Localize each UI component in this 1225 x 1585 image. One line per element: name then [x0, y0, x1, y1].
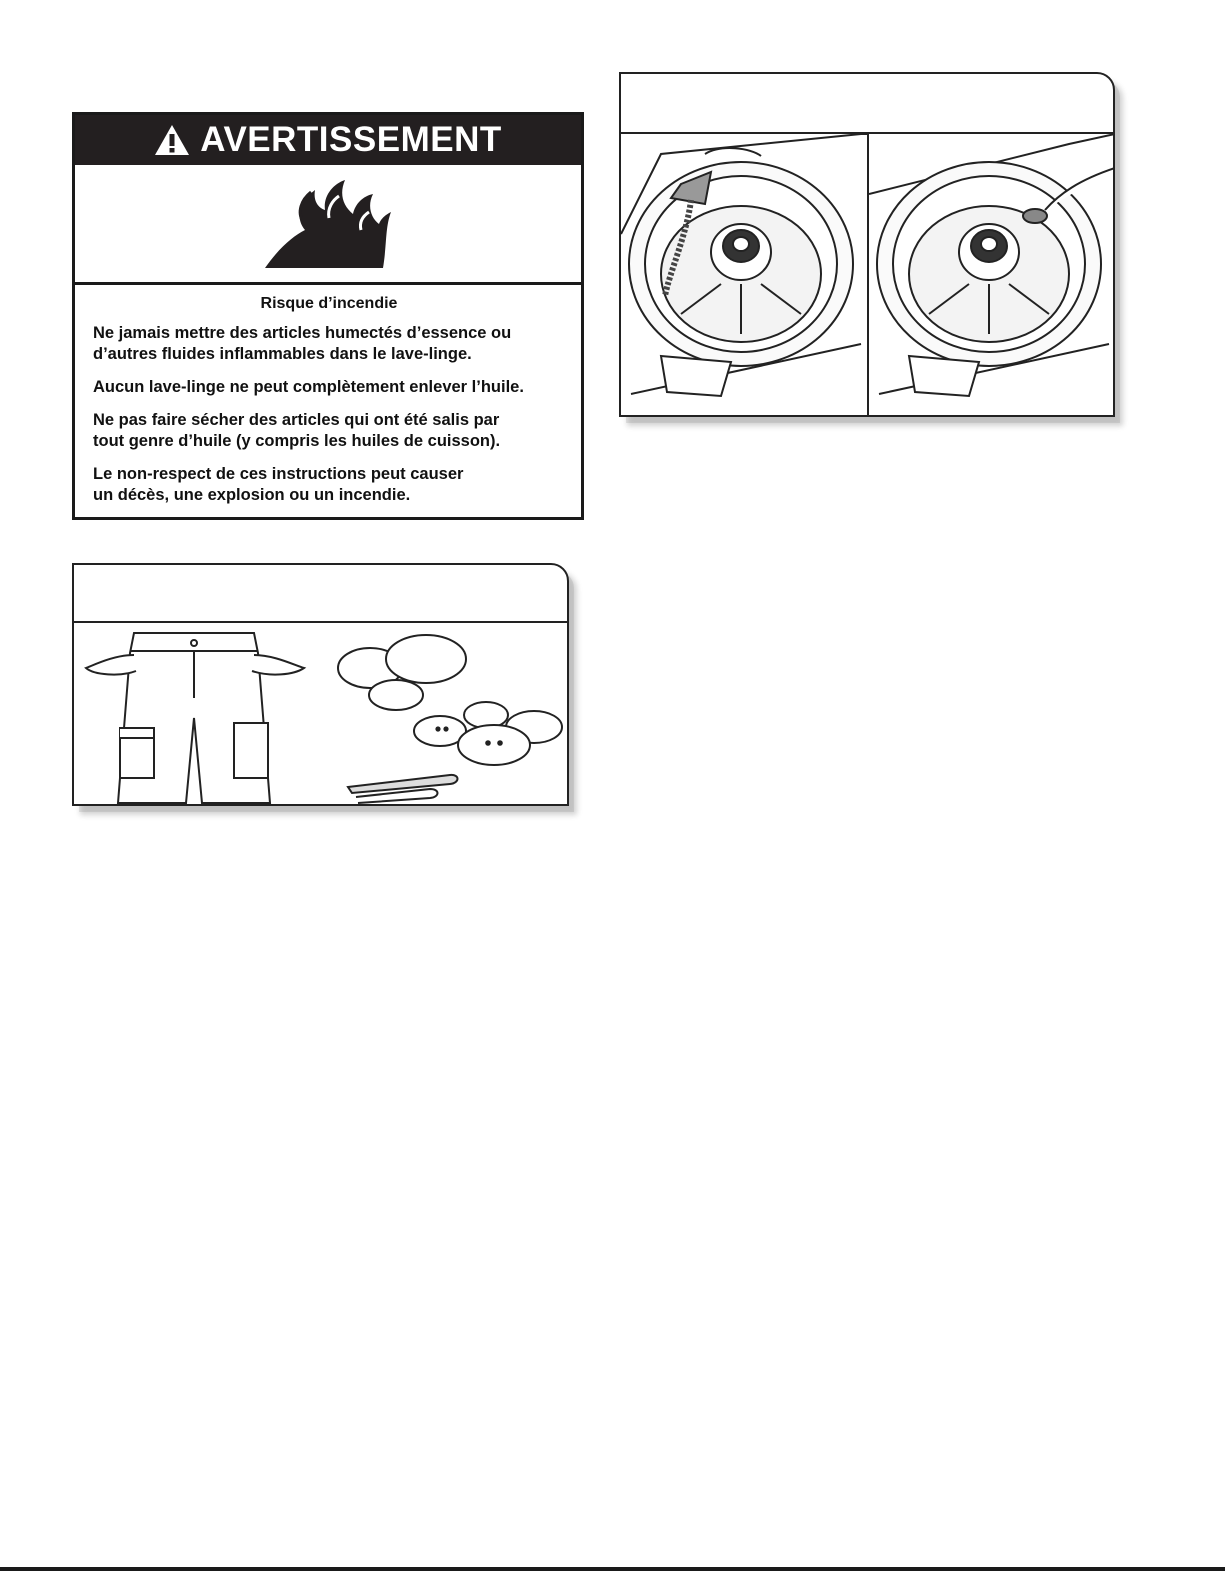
- buttons-icon: [414, 702, 562, 765]
- pockets-illustration: [74, 623, 567, 804]
- warning-body: [75, 285, 581, 506]
- wipe-basket-illustration: [869, 134, 1115, 417]
- pour-detergent-illustration: [621, 134, 867, 417]
- page-bottom-rule: [0, 1567, 1225, 1571]
- coins-icon: [338, 635, 466, 710]
- washer-illustration-panel: [619, 72, 1115, 417]
- warning-header: [75, 115, 581, 165]
- warning-paragraph: Aucun lave-linge ne peut complètement enlever l’huile.: [93, 378, 524, 396]
- fire-icon: [263, 178, 393, 270]
- panel-caption-bar: [74, 565, 567, 623]
- safety-pins-icon: [348, 775, 458, 803]
- warning-title: AVERTISSEMENT: [200, 120, 502, 159]
- warning-pictogram: [75, 165, 581, 285]
- pants-icon: [86, 633, 304, 803]
- warning-paragraph: Ne pas faire sécher des articles qui ont été salis par tout genre d’huile (y compris les huiles de cuisson).: [93, 411, 501, 450]
- panel-caption-bar: [621, 74, 1113, 134]
- warning-triangle-icon: [154, 123, 190, 157]
- warning-paragraph: Le non-respect de ces instructions peut causer un décès, une explosion ou un incendie.: [93, 465, 464, 504]
- warning-subtitle: Risque d’incendie: [260, 295, 398, 312]
- warning-box: [72, 112, 584, 520]
- pockets-illustration-panel: [72, 563, 569, 806]
- warning-paragraph: Ne jamais mettre des articles humectés d’essence ou d’autres fluides inflammables dans le lave-linge.: [93, 324, 512, 363]
